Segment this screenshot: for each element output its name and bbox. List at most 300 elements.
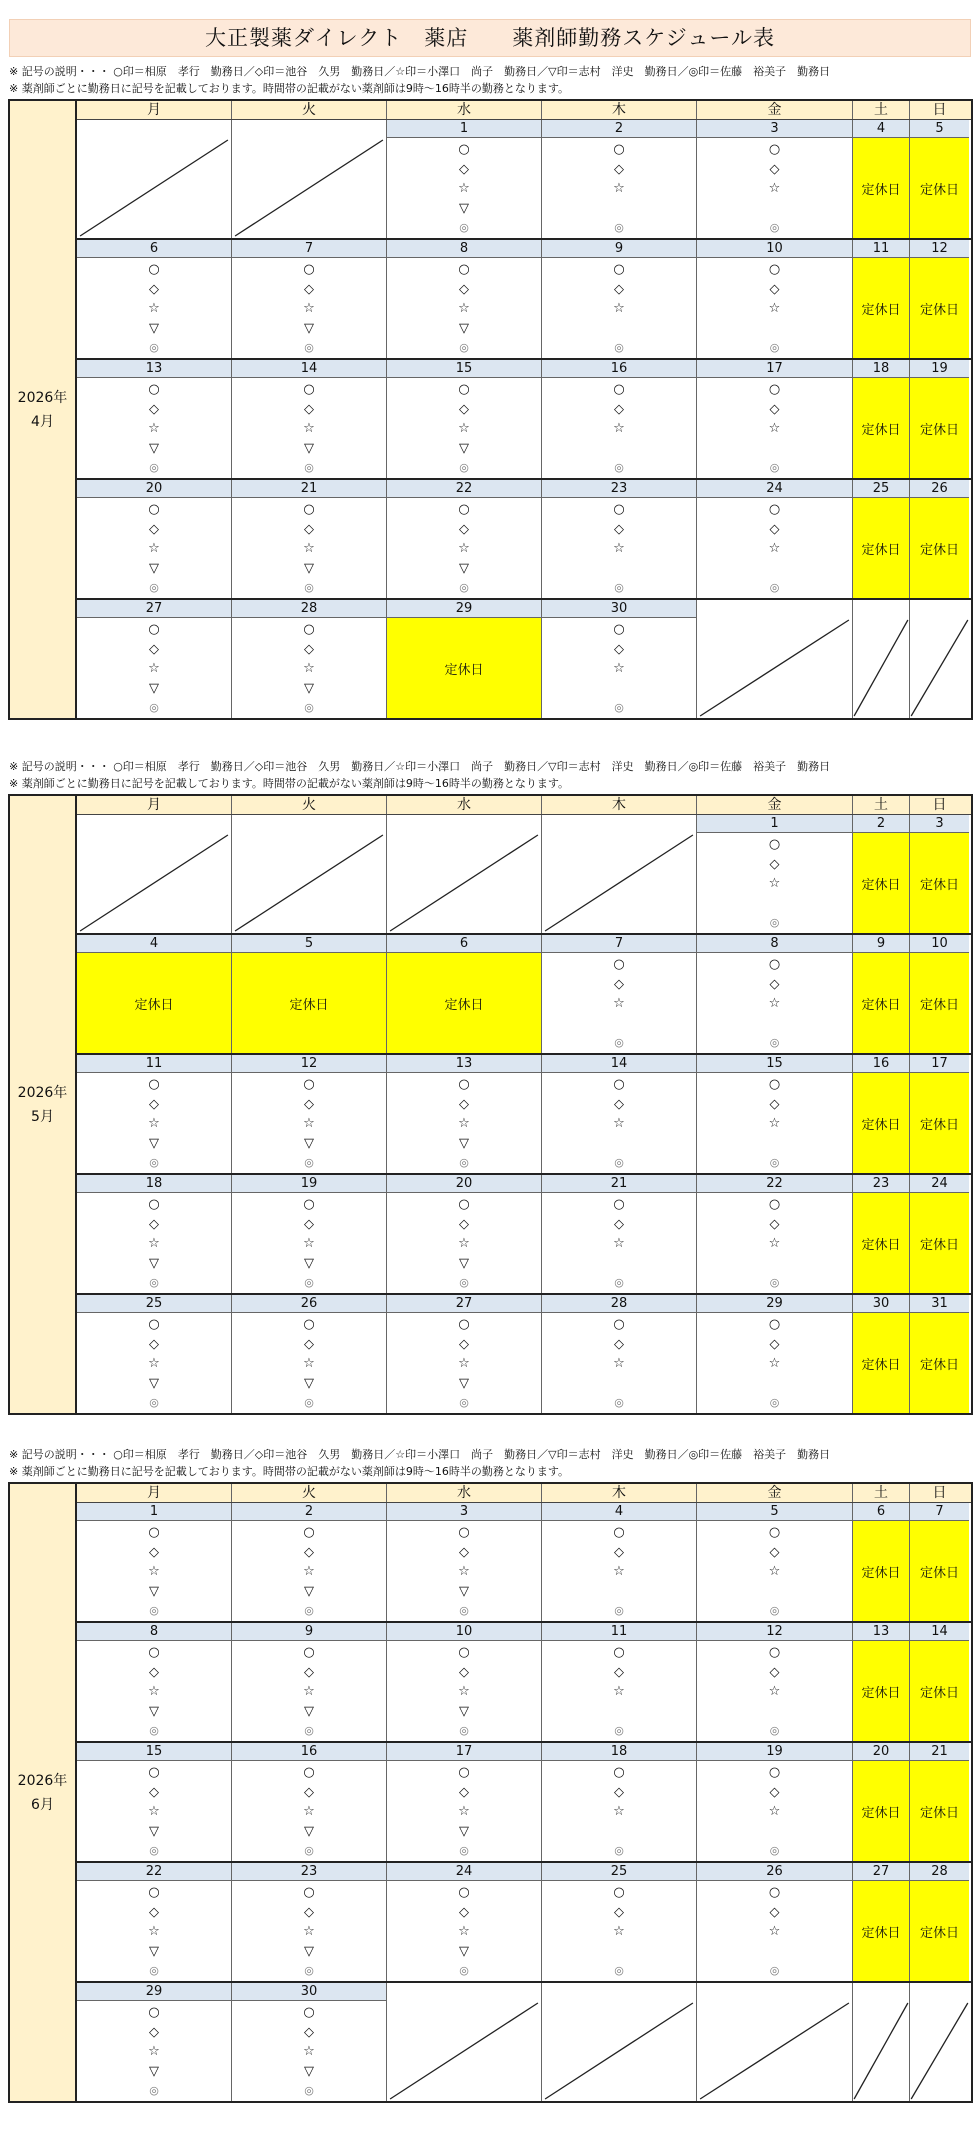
week-row bbox=[77, 815, 971, 935]
weekday-6: 日 bbox=[932, 102, 947, 118]
date-number bbox=[697, 1983, 853, 2001]
shift-symbol: ◎ bbox=[149, 2084, 159, 2097]
calendar-grid bbox=[77, 1484, 971, 2101]
shift-symbol: ☆ bbox=[768, 421, 781, 436]
shift-symbol: ○ bbox=[303, 1317, 315, 1332]
shift-symbol: ○ bbox=[768, 1765, 781, 1780]
shift-symbols bbox=[542, 1641, 697, 1741]
shift-symbol: ▽ bbox=[459, 560, 469, 576]
weekday-3: 木 bbox=[542, 101, 697, 119]
weekday-5: 土 bbox=[853, 1484, 910, 1502]
closed-day-cell: 定休日 bbox=[853, 833, 910, 933]
shift-symbol: ▽ bbox=[149, 1823, 159, 1839]
shift-symbol: ▽ bbox=[149, 680, 159, 696]
date-line bbox=[77, 120, 971, 138]
shift-symbol: ◎ bbox=[304, 341, 314, 354]
shift-symbol: ○ bbox=[458, 262, 470, 277]
shift-symbols bbox=[232, 1193, 387, 1293]
date-number: 24 bbox=[910, 1175, 969, 1193]
shift-symbols bbox=[232, 2001, 387, 2101]
shift-symbol: ◎ bbox=[769, 1604, 780, 1617]
shift-symbols bbox=[232, 1313, 387, 1413]
shift-symbols bbox=[232, 1641, 387, 1741]
shift-symbol: ◎ bbox=[304, 1156, 314, 1169]
date-number: 4 bbox=[853, 120, 910, 138]
shift-symbol: ◇ bbox=[614, 401, 624, 417]
shift-symbol: ☆ bbox=[148, 541, 160, 556]
shift-symbols bbox=[542, 1881, 697, 1981]
empty-day-cell bbox=[910, 618, 969, 718]
shift-symbols bbox=[542, 1761, 697, 1861]
shift-symbol: ◎ bbox=[459, 1964, 469, 1977]
closed-day-cell: 定休日 bbox=[853, 953, 910, 1053]
closed-day-cell: 定休日 bbox=[910, 1641, 969, 1741]
empty-day-cell bbox=[387, 833, 542, 933]
shift-symbols bbox=[387, 1761, 542, 1861]
weekday-2: 水 bbox=[387, 796, 542, 814]
shift-symbol: ○ bbox=[303, 382, 315, 397]
shift-symbol: ◇ bbox=[304, 1096, 314, 1112]
week-row bbox=[77, 1863, 971, 1983]
date-number bbox=[910, 1983, 969, 2001]
legend-note: ※ 記号の説明・・・ ○印＝相原 孝行 勤務日／◇印＝池谷 久男 勤務日／☆印＝小澤口 尚子 勤務日／▽印＝志村 洋史 勤務日／◎印＝佐藤 裕美子 勤務日 bbox=[9, 65, 831, 78]
date-number: 10 bbox=[697, 240, 853, 258]
shift-symbol: ○ bbox=[458, 1197, 470, 1212]
date-line bbox=[77, 1743, 971, 1761]
date-number: 18 bbox=[542, 1743, 697, 1761]
shift-symbol: ○ bbox=[613, 382, 625, 397]
shift-symbol: ◇ bbox=[149, 1904, 159, 1920]
date-number: 13 bbox=[77, 360, 232, 378]
shift-symbol: ◇ bbox=[769, 1904, 780, 1920]
week-row bbox=[77, 1295, 971, 1413]
shift-symbols bbox=[77, 1641, 232, 1741]
diagonal-slash-icon bbox=[77, 138, 231, 238]
shift-symbol: ☆ bbox=[613, 1116, 625, 1131]
date-number: 11 bbox=[77, 1055, 232, 1073]
shift-symbols bbox=[387, 1641, 542, 1741]
shift-symbol: ◇ bbox=[614, 641, 624, 657]
weekday-0: 月 bbox=[77, 796, 232, 814]
shift-symbol: ○ bbox=[613, 1885, 625, 1900]
shift-symbol: ▽ bbox=[149, 1135, 159, 1151]
weekday-header bbox=[77, 101, 971, 120]
shift-symbol: ◇ bbox=[459, 1336, 469, 1352]
shift-symbol: ◎ bbox=[304, 1844, 314, 1857]
shift-symbol: ◇ bbox=[304, 401, 314, 417]
week-row bbox=[77, 935, 971, 1055]
shift-symbol: ○ bbox=[148, 1317, 160, 1332]
shift-symbol: ◇ bbox=[304, 521, 314, 537]
shift-symbols bbox=[232, 498, 387, 598]
date-number: 10 bbox=[387, 1623, 542, 1641]
shift-symbols bbox=[387, 1521, 542, 1621]
shift-symbol: ☆ bbox=[613, 1356, 625, 1371]
date-number: 12 bbox=[697, 1623, 853, 1641]
empty-day-cell bbox=[542, 833, 697, 933]
shift-symbol: ◇ bbox=[149, 1544, 159, 1560]
shift-symbol: ○ bbox=[303, 1525, 315, 1540]
date-number: 26 bbox=[232, 1295, 387, 1313]
closed-day-cell: 定休日 bbox=[387, 953, 542, 1053]
shift-symbol: ▽ bbox=[304, 1135, 314, 1151]
calendar-grid bbox=[77, 101, 971, 718]
date-number: 8 bbox=[697, 935, 853, 953]
date-number: 25 bbox=[77, 1295, 232, 1313]
date-number: 27 bbox=[77, 600, 232, 618]
shift-symbol: ○ bbox=[148, 382, 160, 397]
closed-day-cell: 定休日 bbox=[387, 618, 542, 718]
shift-symbol: ☆ bbox=[148, 421, 160, 436]
shift-symbol: ○ bbox=[768, 1197, 781, 1212]
shift-symbol: ◇ bbox=[614, 1544, 624, 1560]
shift-symbol: ◇ bbox=[459, 401, 469, 417]
shift-symbol: ▽ bbox=[304, 1823, 314, 1839]
closed-day-cell: 定休日 bbox=[232, 953, 387, 1053]
date-number: 23 bbox=[232, 1863, 387, 1881]
closed-day-cell: 定休日 bbox=[910, 1761, 969, 1861]
date-number: 30 bbox=[542, 600, 697, 618]
shift-symbol: ◇ bbox=[614, 1216, 624, 1232]
closed-day-cell: 定休日 bbox=[853, 1073, 910, 1173]
shift-symbol: ○ bbox=[458, 1885, 470, 1900]
shift-symbol: ◎ bbox=[769, 1036, 780, 1049]
month-label-year: 2026年 bbox=[17, 1772, 68, 1789]
date-number: 23 bbox=[542, 480, 697, 498]
date-number: 20 bbox=[387, 1175, 542, 1193]
shift-symbol: ◇ bbox=[459, 281, 469, 297]
shift-symbol: ☆ bbox=[148, 1356, 160, 1371]
shift-symbol: ◇ bbox=[304, 281, 314, 297]
weekday-6: 日 bbox=[932, 1485, 947, 1501]
shift-symbol: ▽ bbox=[149, 320, 159, 336]
date-number: 29 bbox=[77, 1983, 232, 2001]
closed-day-cell: 定休日 bbox=[853, 1881, 910, 1981]
weekday-4: 金 bbox=[697, 796, 853, 814]
shift-symbol: ☆ bbox=[768, 996, 781, 1011]
shift-symbols bbox=[77, 1521, 232, 1621]
shift-symbol: ◇ bbox=[459, 1544, 469, 1560]
date-number: 21 bbox=[542, 1175, 697, 1193]
shift-symbol: ▽ bbox=[459, 200, 469, 216]
shift-symbol: ○ bbox=[458, 1645, 470, 1660]
shift-symbols bbox=[77, 258, 232, 358]
month-label-text bbox=[18, 386, 68, 434]
shift-symbol: ◎ bbox=[614, 1036, 624, 1049]
date-number: 21 bbox=[232, 480, 387, 498]
closed-day-cell: 定休日 bbox=[853, 498, 910, 598]
closed-day-cell: 定休日 bbox=[910, 833, 969, 933]
weekday-2: 水 bbox=[387, 101, 542, 119]
shift-symbol: ◎ bbox=[614, 581, 624, 594]
shift-symbol: ☆ bbox=[303, 301, 315, 316]
shift-symbol: ▽ bbox=[304, 680, 314, 696]
empty-day-cell bbox=[77, 138, 232, 238]
diagonal-slash-icon bbox=[853, 618, 909, 718]
date-number bbox=[387, 815, 542, 833]
date-number: 14 bbox=[232, 360, 387, 378]
date-number: 19 bbox=[910, 360, 969, 378]
shift-symbol: ☆ bbox=[458, 181, 470, 196]
week-row bbox=[77, 1623, 971, 1743]
shift-symbols bbox=[697, 1193, 853, 1293]
shift-symbol: ◎ bbox=[304, 1276, 314, 1289]
week-row bbox=[77, 1175, 971, 1295]
shift-symbol: ▽ bbox=[459, 1375, 469, 1391]
shift-symbol: ◎ bbox=[769, 1276, 780, 1289]
shift-symbol: ○ bbox=[613, 957, 625, 972]
shift-symbol: ☆ bbox=[148, 1804, 160, 1819]
date-number: 28 bbox=[910, 1863, 969, 1881]
date-number: 7 bbox=[910, 1503, 969, 1521]
date-number: 3 bbox=[910, 815, 969, 833]
month-calendar bbox=[8, 99, 973, 720]
shift-symbol: ◇ bbox=[459, 521, 469, 537]
shift-symbol: ☆ bbox=[148, 1236, 160, 1251]
diagonal-slash-icon bbox=[910, 2001, 969, 2101]
shift-symbols bbox=[387, 1193, 542, 1293]
shift-symbols bbox=[387, 138, 542, 238]
date-line bbox=[77, 1863, 971, 1881]
shift-symbol: ◇ bbox=[459, 1904, 469, 1920]
shift-symbol: ○ bbox=[303, 1645, 315, 1660]
shift-line bbox=[77, 378, 971, 478]
shift-symbols bbox=[232, 1881, 387, 1981]
date-line bbox=[77, 480, 971, 498]
shift-symbol: ▽ bbox=[459, 1583, 469, 1599]
shift-symbol: ◎ bbox=[149, 1156, 159, 1169]
shift-symbol: ▽ bbox=[149, 560, 159, 576]
shift-symbols bbox=[387, 1073, 542, 1173]
shift-symbol: ◎ bbox=[149, 1276, 159, 1289]
shift-symbols bbox=[77, 1193, 232, 1293]
shift-symbol: ○ bbox=[458, 1317, 470, 1332]
shift-symbol: ▽ bbox=[149, 1255, 159, 1271]
shift-symbols bbox=[697, 138, 853, 238]
shift-symbol: ○ bbox=[613, 1077, 625, 1092]
shift-symbols bbox=[697, 1521, 853, 1621]
shift-symbol: ○ bbox=[458, 1765, 470, 1780]
shift-symbol: ☆ bbox=[768, 1116, 781, 1131]
shift-symbol: ◎ bbox=[459, 341, 469, 354]
month-label-text bbox=[18, 1769, 68, 1817]
date-number: 26 bbox=[910, 480, 969, 498]
date-number bbox=[77, 815, 232, 833]
page-title: 大正製薬ダイレクト 薬店 薬剤師勤務スケジュール表 bbox=[9, 19, 971, 57]
shift-symbol: ▽ bbox=[304, 1375, 314, 1391]
shift-symbol: ☆ bbox=[303, 1564, 315, 1579]
closed-day-cell: 定休日 bbox=[853, 1193, 910, 1293]
shift-symbol: ◇ bbox=[614, 1336, 624, 1352]
shift-line bbox=[77, 258, 971, 358]
shift-symbol: ▽ bbox=[459, 1823, 469, 1839]
shift-symbol: ◎ bbox=[459, 1844, 469, 1857]
week-row bbox=[77, 360, 971, 480]
shift-symbol: ◎ bbox=[149, 581, 159, 594]
month-label bbox=[10, 101, 77, 718]
date-number: 8 bbox=[77, 1623, 232, 1641]
shift-symbol: ◇ bbox=[304, 2024, 314, 2040]
shift-symbol: ○ bbox=[458, 502, 470, 517]
date-number: 4 bbox=[542, 1503, 697, 1521]
shift-symbols bbox=[232, 378, 387, 478]
shift-symbol: ▽ bbox=[459, 1135, 469, 1151]
date-line bbox=[77, 360, 971, 378]
shift-symbols bbox=[542, 1313, 697, 1413]
closed-day-cell: 定休日 bbox=[910, 138, 969, 238]
shift-symbol: ☆ bbox=[613, 1804, 625, 1819]
shift-symbol: ▽ bbox=[304, 440, 314, 456]
week-row bbox=[77, 600, 971, 718]
weekday-0: 月 bbox=[77, 101, 232, 119]
shift-symbol: ○ bbox=[768, 957, 781, 972]
shift-symbol: ▽ bbox=[149, 2063, 159, 2079]
shift-symbol: ◇ bbox=[614, 1784, 624, 1800]
shift-symbol: ☆ bbox=[303, 1924, 315, 1939]
shift-symbol: ◎ bbox=[304, 701, 314, 714]
shift-symbol: ◎ bbox=[304, 1396, 314, 1409]
shift-line bbox=[77, 1761, 971, 1861]
shift-symbol: ◇ bbox=[769, 401, 780, 417]
shift-symbol: ◇ bbox=[769, 856, 780, 872]
shift-symbols bbox=[77, 2001, 232, 2101]
shift-symbol: ◇ bbox=[614, 161, 624, 177]
shift-symbols bbox=[697, 833, 853, 933]
shift-symbol: ◎ bbox=[459, 221, 469, 234]
date-number bbox=[853, 600, 910, 618]
shift-symbol: ◇ bbox=[614, 976, 624, 992]
shift-symbol: ☆ bbox=[768, 1236, 781, 1251]
shift-symbol: ○ bbox=[768, 1885, 781, 1900]
shift-symbol: ◎ bbox=[769, 1156, 780, 1169]
shift-symbol: ◇ bbox=[769, 1784, 780, 1800]
date-line bbox=[77, 1623, 971, 1641]
shift-symbols bbox=[697, 1761, 853, 1861]
date-number: 29 bbox=[387, 600, 542, 618]
closed-day-cell: 定休日 bbox=[77, 953, 232, 1053]
shift-symbol: ◇ bbox=[304, 641, 314, 657]
shift-symbol: ○ bbox=[148, 1765, 160, 1780]
shift-symbol: ◇ bbox=[304, 1216, 314, 1232]
date-number: 22 bbox=[387, 480, 542, 498]
shift-symbol: ☆ bbox=[303, 541, 315, 556]
shift-line bbox=[77, 2001, 971, 2101]
date-number bbox=[910, 600, 969, 618]
month-label-year: 2026年 bbox=[17, 1084, 68, 1101]
date-number: 4 bbox=[77, 935, 232, 953]
shift-symbol: ◇ bbox=[459, 1784, 469, 1800]
date-number: 9 bbox=[853, 935, 910, 953]
shift-symbol: ▽ bbox=[304, 1943, 314, 1959]
shift-symbols bbox=[697, 1313, 853, 1413]
date-line bbox=[77, 600, 971, 618]
shift-symbol: ◇ bbox=[149, 521, 159, 537]
weekday-3: 木 bbox=[542, 1484, 697, 1502]
empty-day-cell bbox=[910, 2001, 969, 2101]
date-number: 5 bbox=[697, 1503, 853, 1521]
shift-symbol: ◇ bbox=[769, 976, 780, 992]
shift-symbol: ○ bbox=[613, 1645, 625, 1660]
date-number bbox=[542, 815, 697, 833]
shift-symbol: ◇ bbox=[614, 281, 624, 297]
shift-symbol: ○ bbox=[613, 1197, 625, 1212]
empty-day-cell bbox=[387, 2001, 542, 2101]
shift-line bbox=[77, 1313, 971, 1413]
shift-symbol: ○ bbox=[458, 382, 470, 397]
date-number: 18 bbox=[77, 1175, 232, 1193]
closed-day-cell: 定休日 bbox=[910, 1521, 969, 1621]
date-number: 12 bbox=[232, 1055, 387, 1073]
diagonal-slash-icon bbox=[697, 2001, 852, 2101]
date-number: 9 bbox=[232, 1623, 387, 1641]
date-line bbox=[77, 240, 971, 258]
month-label-year: 2026年 bbox=[17, 389, 68, 406]
shift-symbol: ○ bbox=[613, 142, 625, 157]
date-number: 6 bbox=[853, 1503, 910, 1521]
empty-day-cell bbox=[697, 2001, 853, 2101]
shift-symbol: ◎ bbox=[769, 581, 780, 594]
shift-symbols bbox=[697, 258, 853, 358]
shift-symbol: ○ bbox=[148, 1197, 160, 1212]
shift-symbol: ☆ bbox=[148, 1116, 160, 1131]
date-number: 2 bbox=[542, 120, 697, 138]
shift-symbols bbox=[542, 618, 697, 718]
shift-symbol: ◎ bbox=[149, 701, 159, 714]
legend-note: ※ 記号の説明・・・ ○印＝相原 孝行 勤務日／◇印＝池谷 久男 勤務日／☆印＝小澤口 尚子 勤務日／▽印＝志村 洋史 勤務日／◎印＝佐藤 裕美子 勤務日 bbox=[9, 1448, 831, 1461]
shift-symbol: ◇ bbox=[304, 1664, 314, 1680]
shift-symbol: ◎ bbox=[304, 1604, 314, 1617]
shift-symbol: ▽ bbox=[149, 1943, 159, 1959]
legend-note: ※ 記号の説明・・・ ○印＝相原 孝行 勤務日／◇印＝池谷 久男 勤務日／☆印＝小澤口 尚子 勤務日／▽印＝志村 洋史 勤務日／◎印＝佐藤 裕美子 勤務日 bbox=[9, 760, 831, 773]
date-number bbox=[232, 120, 387, 138]
shift-symbol: ○ bbox=[148, 622, 160, 637]
shift-symbol: ☆ bbox=[303, 1804, 315, 1819]
shift-symbol: ◎ bbox=[304, 1724, 314, 1737]
shift-symbol: ◇ bbox=[769, 1544, 780, 1560]
shift-line bbox=[77, 1073, 971, 1173]
date-number: 17 bbox=[387, 1743, 542, 1761]
date-number: 2 bbox=[853, 815, 910, 833]
shift-symbol: ☆ bbox=[613, 421, 625, 436]
date-number bbox=[232, 815, 387, 833]
weekday-1: 火 bbox=[232, 1484, 387, 1502]
empty-day-cell bbox=[853, 618, 910, 718]
shift-symbols bbox=[542, 1193, 697, 1293]
shift-symbols bbox=[77, 618, 232, 718]
shift-line bbox=[77, 618, 971, 718]
closed-day-cell: 定休日 bbox=[910, 1313, 969, 1413]
shift-symbol: ○ bbox=[148, 262, 160, 277]
shift-symbol: ◎ bbox=[304, 2084, 314, 2097]
date-number: 30 bbox=[853, 1295, 910, 1313]
date-number: 27 bbox=[853, 1863, 910, 1881]
shift-symbol: ○ bbox=[303, 1765, 315, 1780]
date-number: 24 bbox=[697, 480, 853, 498]
empty-day-cell bbox=[853, 2001, 910, 2101]
shift-symbol: ◇ bbox=[304, 1904, 314, 1920]
shift-symbol: ◇ bbox=[149, 2024, 159, 2040]
shift-symbol: ◎ bbox=[769, 916, 780, 929]
closed-day-cell: 定休日 bbox=[853, 378, 910, 478]
date-number: 7 bbox=[542, 935, 697, 953]
shift-symbol: ○ bbox=[768, 1317, 781, 1332]
shift-symbol: ◇ bbox=[304, 1784, 314, 1800]
diagonal-slash-icon bbox=[910, 618, 969, 718]
shift-symbol: ◎ bbox=[769, 461, 780, 474]
date-number: 7 bbox=[232, 240, 387, 258]
shift-symbol: ◎ bbox=[614, 341, 624, 354]
date-number: 2 bbox=[232, 1503, 387, 1521]
